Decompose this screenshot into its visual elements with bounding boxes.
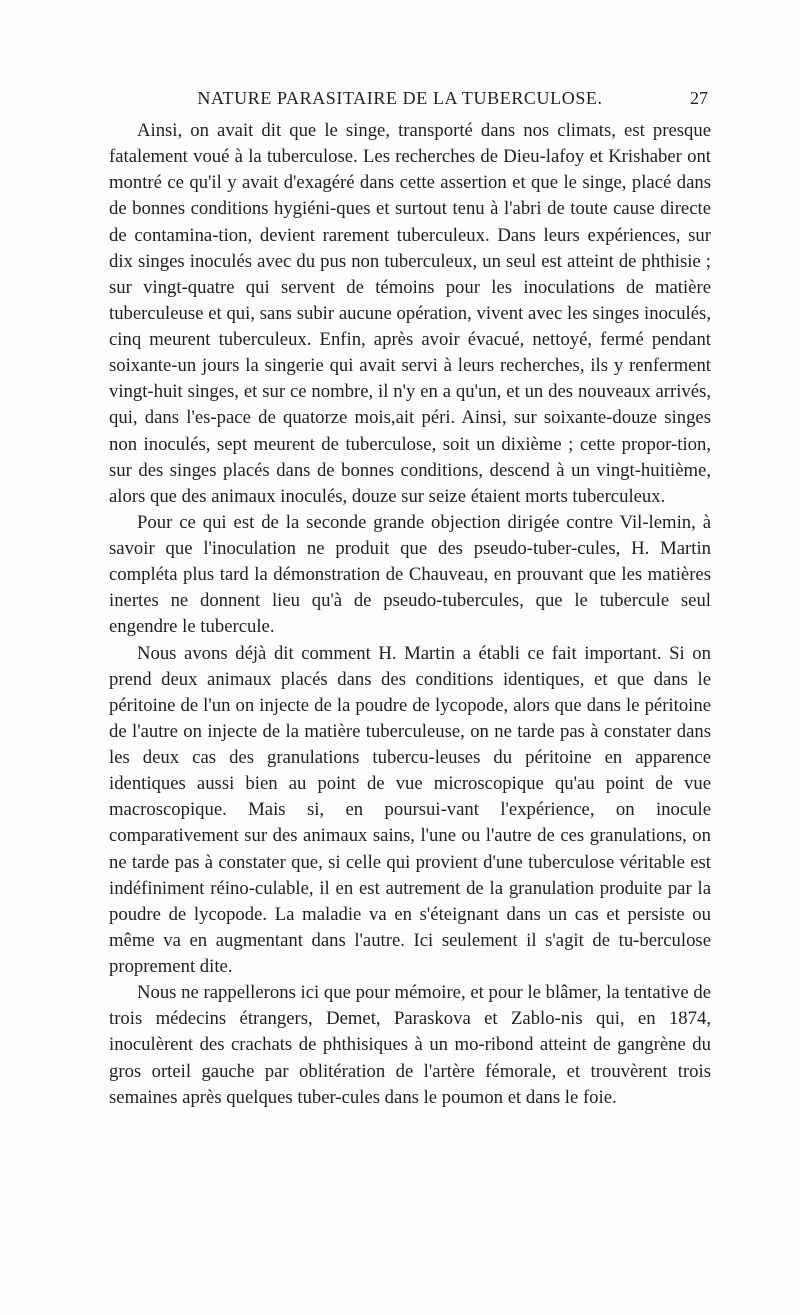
page-number: 27 <box>690 88 708 108</box>
body-text <box>109 118 711 1111</box>
paragraph-human-inoculation: Nous ne rappellerons ici que pour mémoire, et pour le blâmer, la tentative de trois médecins étrangers, Demet, Paraskova et Zablo-nis qui, en 1874, inoculèrent des crachats de phthisiques à un mo-ribond atteint de gangrène du gros orteil gauche par oblitération de l'artère fémorale, et trouvèrent trois semaines après quelques tuber-cules dans le poumon et dans le foie. <box>109 982 711 1108</box>
paragraph-lycopode-experiment: Nous avons déjà dit comment H. Martin a établi ce fait important. Si on prend deux animaux placés dans des conditions identiques, et que dans le péritoine de l'un on injecte de la poudre de lycopode, alors que dans le péritoine de l'autre on injecte de la matière tuberculeuse, on ne tarde pas à constater dans les deux cas des granulations tubercu-leuses du péritoine en apparence identiques aussi bien au point de vue microscopique qu'au point de vue macroscopique. Mais si, en poursui-vant l'expérience, on inocule comparativement sur des animaux sains, l'une ou l'autre de ces granulations, on ne tarde pas à constater que, si celle qui provient d'une tuberculose véritable est indéfiniment réino-culable, il en est autrement de la granulation produite par la poudre de lycopode. La maladie va en s'éteignant dans un cas et persiste ou même va en augmentant dans l'autre. Ici seulement il s'agit de tu-berculose proprement dite. <box>109 642 711 977</box>
paragraph-pseudo-tubercles: Pour ce qui est de la seconde grande objection dirigée contre Vil-lemin, à savoir que l'inoculation ne produit que des pseudo-tuber-cules, H. Martin compléta plus tard la démonstration de Chauveau, en prouvant que les matières inertes ne donnent lieu qu'à de pseudo-tubercules, que le tubercule seul engendre le tubercule. <box>109 511 711 638</box>
running-title: NATURE PARASITAIRE DE LA TUBERCULOSE. <box>197 88 603 108</box>
paragraph-monkey-experiments: Ainsi, on avait dit que le singe, transporté dans nos climats, est presque fatalement voué à la tuberculose. Les recherches de Dieu-lafoy et Krishaber ont montré ce qu'il y avait d'exagéré dans cette assertion et que le singe, placé dans de bonnes conditions hygiéni-ques et surtout tenu à l'abri de toute cause directe de contamina-tion, devient rarement tuberculeux. Dans leurs expériences, sur dix singes inoculés avec du pus non tuberculeux, un seul est atteint de phthisie ; sur vingt-quatre qui servent de témoins pour les inoculations de matière tuberculeuse et qui, sans subir aucune opération, vivent avec les singes inoculés, cinq meurent tuberculeux. Enfin, après avoir évacué, nettoyé, fermé pendant soixante-un jours la singerie qui avait servi à leurs recherches, ils y renferment vingt-huit singes, et sur ce nombre, il n'y en a qu'un, et un des nouveaux arrivés, qui, dans l'es-pace de quatorze mois,ait péri. Ainsi, sur soixante-douze singes non inoculés, sept meurent de tuberculose, soit un dixième ; cette propor-tion, sur des singes placés dans de bonnes conditions, descend à un vingt-huitième, alors que des animaux inoculés, douze sur seize étaient morts tuberculeux. <box>109 120 711 507</box>
